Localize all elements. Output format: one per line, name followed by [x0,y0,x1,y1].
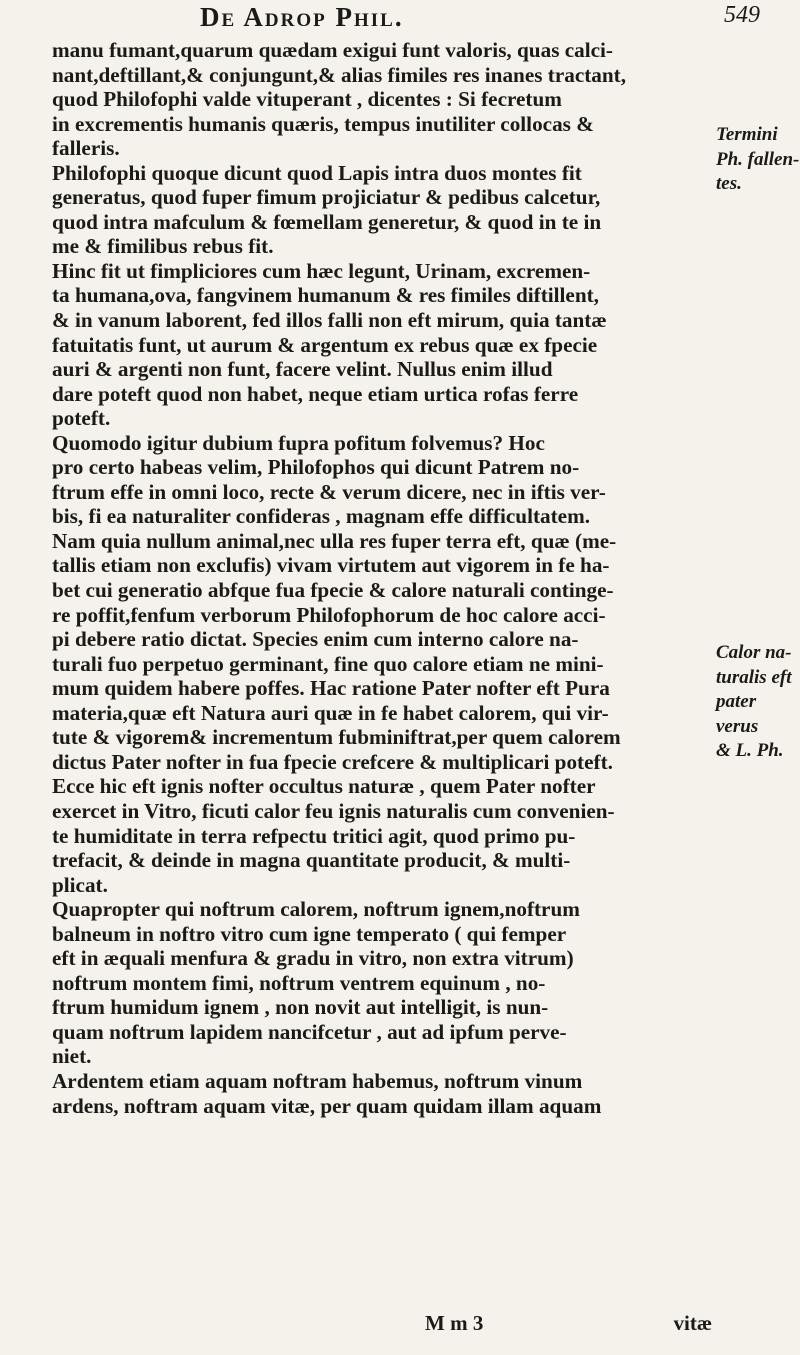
paragraph: Hinc fit ut fimpliciores cum hæc legunt, Urinam, excremen- ta humana,ova, fangvinem humanum & res fimiles diftillent, & in vanum laborent, fed illos falli non eft mirum, quia tantæ fatuitatis funt, ut aurum & argentum ex rebus quæ ex fpecie auri & argenti non funt, facere velint. Nullus enim illud dare poteft quod non habet, neque etiam urtica rofas ferre poteft. [52,258,607,431]
paragraph: Ardentem etiam aquam noftram habemus, noftrum vinum ardens, noftram aquam vitæ, per quam quidam illam aquam [52,1068,602,1118]
catchword: vitæ [673,1311,712,1335]
margin-note [716,641,800,764]
running-head: De Adrop Phil. [200,2,404,32]
paragraph: Philofophi quoque dicunt quod Lapis intra duos montes fit generatus, quod fuper fimum projiciatur & pedibus calcetur, quod intra mafculum & fœmellam generetur, & quod in te in me & fimilibus rebus fit. [52,160,602,259]
page-footer [52,1311,712,1337]
paragraph: Quapropter qui noftrum calorem, noftrum ignem,noftrum balneum in noftro vitro cum igne temperato ( qui femper eft in æquali menfura & gradu in vitro, non extra vitrum) noftrum montem fimi, noftrum ventrem equinum , no- ftrum humidum ignem , non novit aut intelligit, is nun- quam noftrum lapidem nancifcetur , aut ad ipfum perve- niet. [52,897,580,1069]
margin-note-text: Calor na- turalis eft pater verus & L. Ph. [716,642,792,762]
page-number: 549 [724,2,760,28]
margin-note-text: Termini Ph. fallen- tes. [716,124,800,195]
paragraph: Quomodo igitur dubium fupra pofitum folvemus? Hoc pro certo habeas velim, Philofophos qui dicunt Patrem no- ftrum effe in omni loco, recte & verum dicere, nec in iftis ver- bis, fi ea naturaliter confideras , magnam effe difficultatem. Nam quia nullum animal,nec ulla res fuper terra eft, quæ (me- tallis etiam non exclufis) vivam virtutem aut vigorem in fe ha- bet cui generatio abfque fua fpecie & calore naturali continge- re poffit,fenfum verborum Philofophorum de hoc calore acci- pi debere ratio dictat. Species enim cum interno calore na- turali fuo perpetuo germinant, fine quo calore etiam ne mini- mum quidem habere poffes. Hac ratione Pater nofter eft Pura materia,quæ eft Natura auri quæ in fe habet calorem, qui vir- tute & vigorem& incrementum fubminiftrat,per quem calorem dictus Pater nofter in fua fpecie crefcere & multiplicari poteft. Ecce hic eft ignis nofter occultus naturæ , quem Pater nofter exercet in Vitro, ficuti calor feu ignis naturalis cum convenien- te humiditate in terra refpectu tritici agit, quod primo pu- trefacit, & deinde in magna quantitate producit, & multi- plicat. [52,430,621,897]
margin-note [716,123,800,197]
page-header [60,2,760,36]
paragraph: manu fumant,quarum quædam exigui funt valoris, quas calci- nant,deftillant,& conjungunt,& alias fimiles res inanes tractant, quod Philofophi valde vituperant , dicentes : Si fecretum in excrementis humanis quæris, tempus inutiliter collocas & falleris. [52,38,627,161]
main-text [52,38,712,1118]
signature-mark: M m 3 [425,1311,484,1335]
